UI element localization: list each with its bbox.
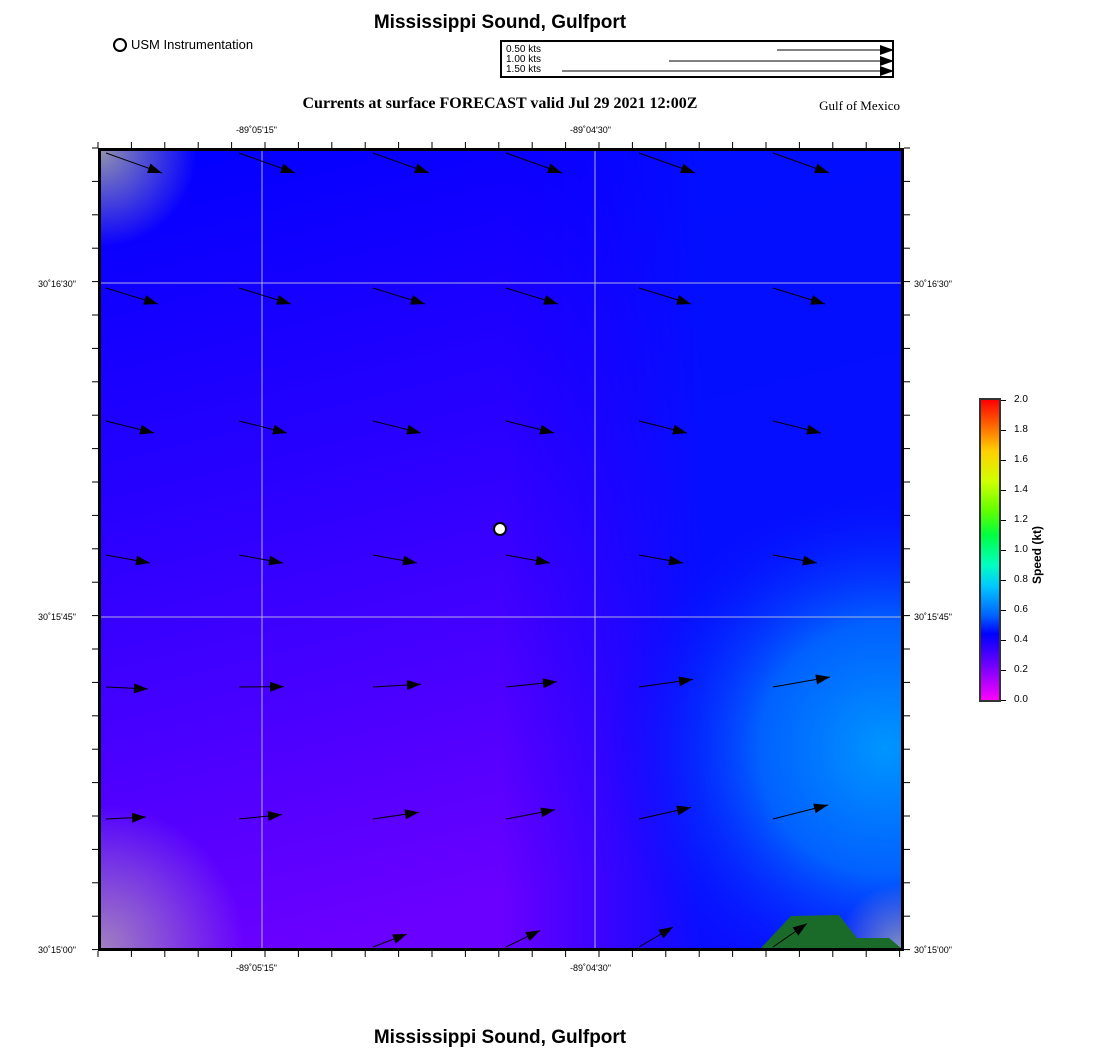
colorbar-tick-mark bbox=[1001, 700, 1006, 701]
scale-arrows bbox=[502, 42, 892, 76]
lat-label-left-2: 30˚15'45" bbox=[38, 612, 76, 622]
colorbar-tick-mark bbox=[1001, 400, 1006, 401]
colorbar-tick-label: 1.2 bbox=[1014, 514, 1028, 525]
scale-label-100: 1.00 kts bbox=[506, 54, 542, 65]
colorbar-tick-label: 0.6 bbox=[1014, 604, 1028, 615]
region-label: Gulf of Mexico bbox=[819, 98, 900, 113]
colorbar-tick-label: 1.0 bbox=[1014, 544, 1028, 555]
colorbar-tick-mark bbox=[1001, 520, 1006, 521]
colorbar-tick-label: 1.8 bbox=[1014, 424, 1028, 435]
footer-title: Mississippi Sound, Gulfport bbox=[373, 1027, 627, 1048]
instrument-marker[interactable] bbox=[494, 523, 506, 535]
lat-label-right-1: 30˚16'30" bbox=[914, 279, 952, 289]
scale-arrowhead-050 bbox=[880, 45, 892, 55]
colorbar-tick-label: 0.8 bbox=[1014, 574, 1028, 585]
map-title: Mississippi Sound, Gulfport bbox=[373, 12, 627, 33]
colorbar-tick-label: 0.0 bbox=[1014, 694, 1028, 705]
colorbar-tick-mark bbox=[1001, 610, 1006, 611]
lat-label-left-3: 30˚15'00" bbox=[38, 945, 76, 955]
lat-label-right-3: 30˚15'00" bbox=[914, 945, 952, 955]
colorbar-tick-label: 0.2 bbox=[1014, 664, 1028, 675]
lon-label-top-1: -89˚05'15" bbox=[236, 125, 277, 135]
lat-label-left-1: 30˚16'30" bbox=[38, 279, 76, 289]
scale-label-050: 0.50 kts bbox=[506, 44, 542, 55]
colorbar-tick-mark bbox=[1001, 670, 1006, 671]
instrument-legend-label: USM Instrumentation bbox=[131, 37, 254, 52]
scale-arrowhead-100 bbox=[880, 56, 892, 66]
current-field bbox=[101, 151, 901, 948]
instrument-legend bbox=[113, 37, 253, 52]
lon-label-bottom-2: -89˚04'30" bbox=[570, 963, 611, 973]
colorbar-tick-mark bbox=[1001, 640, 1006, 641]
colorbar-tick-mark bbox=[1001, 550, 1006, 551]
lon-label-bottom-1: -89˚05'15" bbox=[236, 963, 277, 973]
speed-colorbar bbox=[979, 398, 1001, 702]
vector-scale-legend bbox=[500, 40, 894, 78]
colorbar-tick-label: 2.0 bbox=[1014, 394, 1028, 405]
instrument-marker-icon bbox=[113, 38, 127, 52]
scale-arrowhead-150 bbox=[880, 66, 892, 76]
lon-label-top-2: -89˚04'30" bbox=[570, 125, 611, 135]
colorbar-tick-mark bbox=[1001, 430, 1006, 431]
colorbar-tick-mark bbox=[1001, 490, 1006, 491]
current-map[interactable] bbox=[98, 148, 904, 951]
colorbar-tick-label: 1.6 bbox=[1014, 454, 1028, 465]
colorbar-tick-label: 0.4 bbox=[1014, 634, 1028, 645]
colorbar-tick-label: 1.4 bbox=[1014, 484, 1028, 495]
colorbar-tick-mark bbox=[1001, 460, 1006, 461]
forecast-subtitle: Currents at surface FORECAST valid Jul 29 2021 12:00Z bbox=[302, 95, 698, 112]
lat-label-right-2: 30˚15'45" bbox=[914, 612, 952, 622]
scale-label-150: 1.50 kts bbox=[506, 64, 542, 75]
colorbar-label: Speed (kt) bbox=[1030, 525, 1044, 584]
corner-shade-br bbox=[101, 151, 901, 948]
colorbar-tick-mark bbox=[1001, 580, 1006, 581]
